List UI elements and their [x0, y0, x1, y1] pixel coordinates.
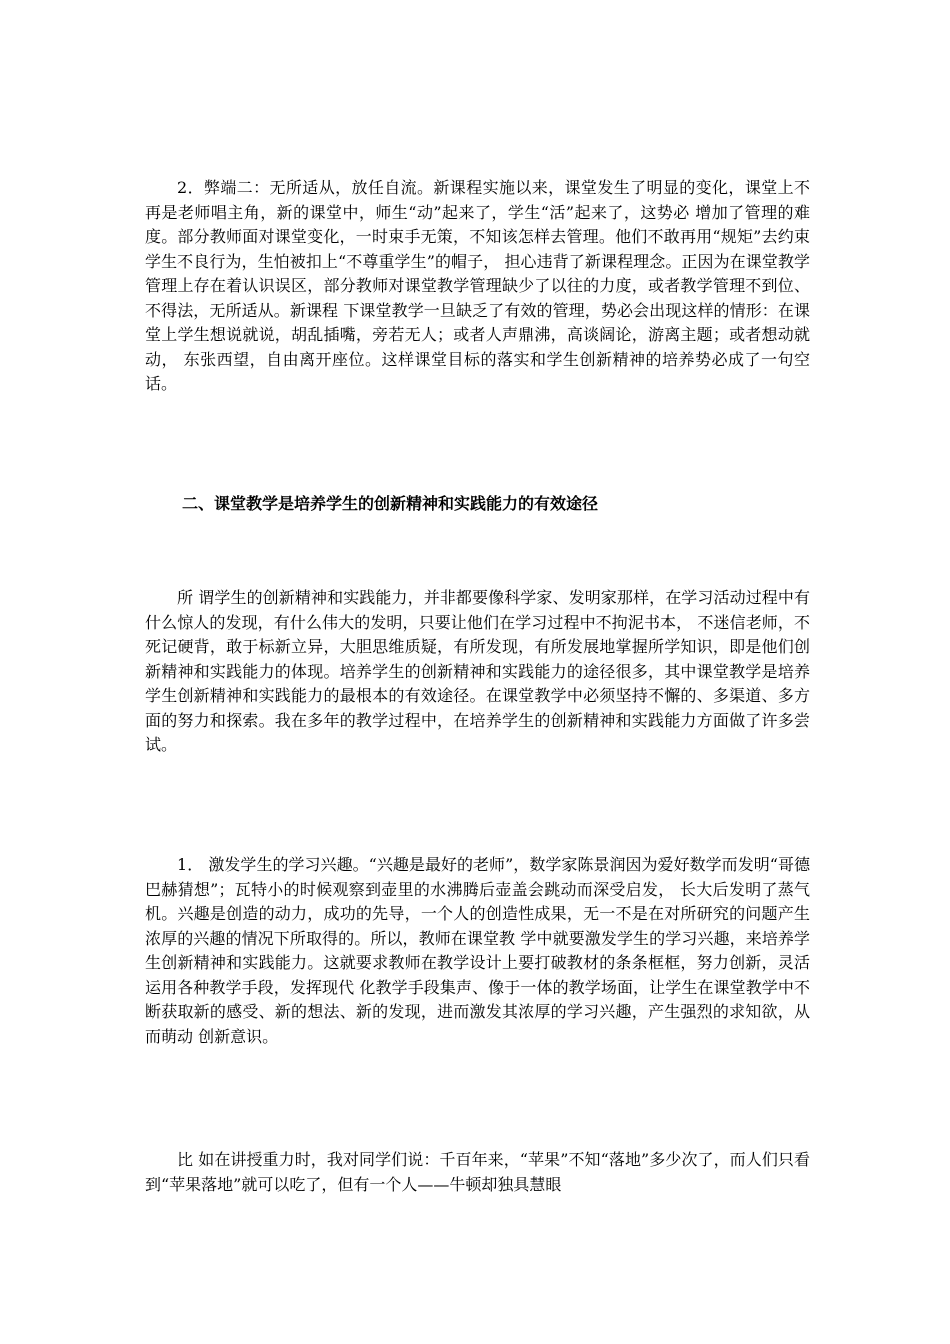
paragraph-innovation-definition: 所 谓学生的创新精神和实践能力，并非都要像科学家、发明家那样，在学习活动过程中有什么惊人的发现，有什么伟大的发明，只要让他们在学习过程中不拘泥书本， 不迷信老师，不死记硬背，敢于标新立异，大胆思维质疑，有所发现，有所发展地掌握所学知识，即是他们创新精神和实践能力的体现。培养学生的创新精神和实践能力的途径很多，其中课堂教学是培养学生创新精神和实践能力的最根本的有效途径。在课堂教学中必须坚持不懈的、多渠道、多方面的努力和探索。我在多年的教学过程中，在培养学生的创新精神和实践能力方面做了许多尝试。 [145, 588, 810, 754]
section-heading-2: 二、课堂教学是培养学生的创新精神和实践能力的有效途径 [182, 494, 599, 513]
paragraph-stimulate-interest: 1． 激发学生的学习兴趣。“兴趣是最好的老师”，数学家陈景润因为爱好数学而发明“哥德巴赫猜想”；瓦特小的时候观察到壶里的水沸腾后壶盖会跳动而深受启发， 长大后发明了蒸气机。兴趣是创造的动力，成功的先导，一个人的创造性成果，无一不是在对所研究的问题产生浓厚的兴趣的情况下所取得的。所以，教师在课堂教 学中就要激发学生的学习兴趣，来培养学生创新精神和实践能力。这就要求教师在教学设计上要打破教材的条条框框，努力创新，灵活运用各种教学手段，发挥现代 化教学手段集声、像于一体的教学场面，让学生在课堂教学中不断获取新的感受、新的想法、新的发现，进而激发其浓厚的学习兴趣，产生强烈的求知欲，从而萌动 创新意识。 [145, 855, 810, 1046]
paragraph-drawback-two: 2．弊端二：无所适从，放任自流。新课程实施以来，课堂发生了明显的变化，课堂上不再是老师唱主角，新的课堂中，师生“动”起来了，学生“活”起来了，这势必 增加了管理的难度。部分教师面对课堂变化，一时束手无策，不知该怎样去管理。他们不敢再用“规矩”去约束学生不良行为，生怕被扣上“不尊重学生”的帽子， 担心违背了新课程理念。正因为在课堂教学管理上存在着认识误区，部分教师对课堂教学管理缺少了以往的力度，或者教学管理不到位、不得法，无所适从。新课程 下课堂教学一旦缺乏了有效的管理，势必会出现这样的情形：在课堂上学生想说就说，胡乱插嘴，旁若无人；或者人声鼎沸，高谈阔论，游离主题；或者想动就动， 东张西望，自由离开座位。这样课堂目标的落实和学生创新精神的培养势必成了一句空话。 [145, 178, 810, 393]
paragraph-gravity-example: 比 如在讲授重力时，我对同学们说：千百年来，“苹果”不知“落地”多少次了，而人们只看到“苹果落地”就可以吃了，但有一个人——牛顿却独具慧眼 [145, 1150, 810, 1194]
